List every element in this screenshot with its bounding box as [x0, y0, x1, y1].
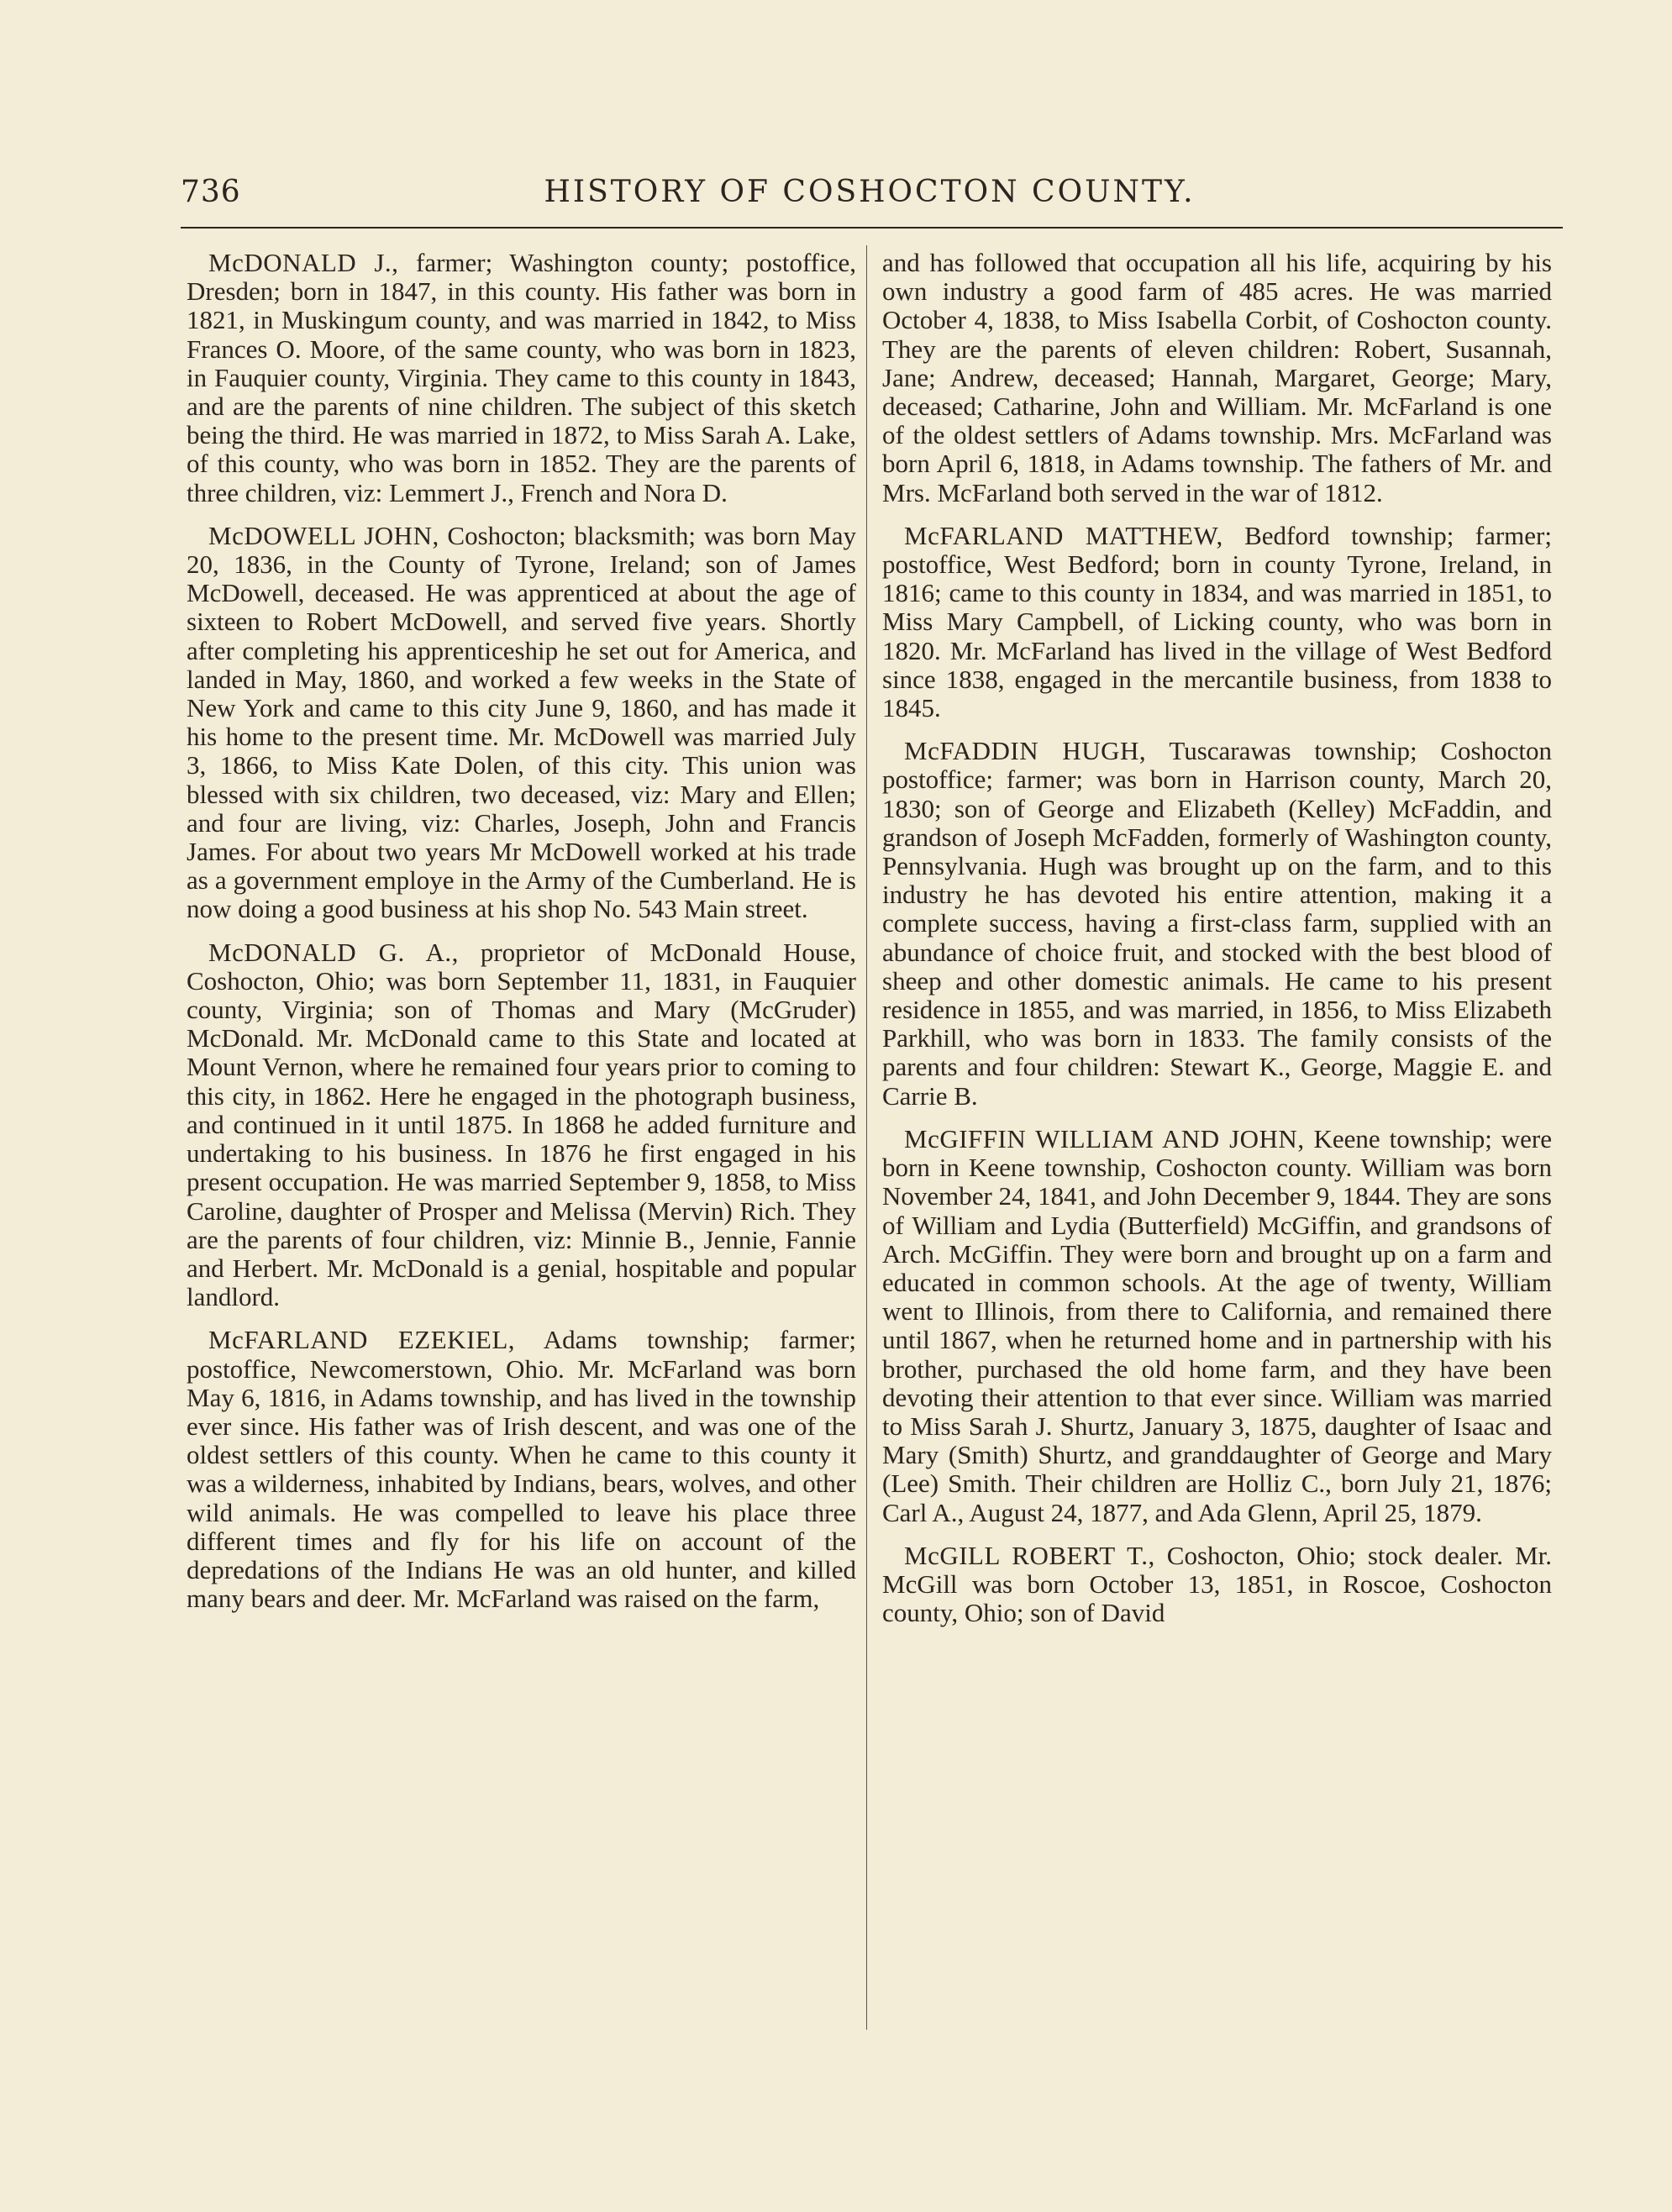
entry-text: Tuscarawas township; Coshocton postoffice; farmer; was born in Harrison county, March 20, 1830; son of George and Elizabeth (Kelley) McFaddin, and grandson of Joseph McFadden, formerly of Washington county, Pennsylvania. Hugh was brought up on the farm, and to this industry he has devoted his entire attention, making it a complete success, having a first-class farm, supplied with an abundance of choice fruit, and stocked with the best blood of sheep and other domestic animals. He came to his present residence in 1855, and was married, in 1856, to Miss Elizabeth Parkhill, who was born in 1833. The family consists of the parents and four children: Stewart K., George, Maggie E. and Carrie B.	[882, 736, 1552, 1111]
biography-entry	[882, 1125, 1552, 1527]
entry-name: McGILL ROBERT T.,	[904, 1540, 1155, 1570]
entry-name: McDONALD G. A.,	[208, 937, 459, 967]
entry-text: Keene township; were born in Keene township, Coshocton county. William was born November 24, 1841, and John December 9, 1844. They are sons of William and Lydia (Butterfield) McGiffin, and grandsons of Arch. McGiffin. They were born and brought up on a farm and educated in common schools. At the age of twenty, William went to Illinois, from there to California, and remained there until 1867, when he returned home and in partnership with his brother, purchased the old home farm, and they have been devoting their attention to that ever since. William was married to Miss Sarah J. Shurtz, January 3, 1875, daughter of Isaac and Mary (Smith) Shurtz, and granddaughter of George and Mary (Lee) Smith. Their children are Holliz C., born July 21, 1876; Carl A., August 24, 1877, and Ada Glenn, April 25, 1879.	[882, 1123, 1553, 1527]
entry-text: Coshocton; blacksmith; was born May 20, 1836, in the County of Tyrone, Ireland; son of James McDowell, deceased. He was apprenticed at about the age of sixteen to Robert McDowell, and served five years. Shortly after completing his apprenticeship he set out for America, and landed in May, 1860, and worked a few weeks in the State of New York and came to this city June 9, 1860, and has made it his home to the present time. Mr. McDowell was married July 3, 1866, to Miss Kate Dolen, of this city. This union was blessed with six children, two deceased, viz: Mary and Ellen; and four are living, viz: Charles, Joseph, John and Francis James. For about two years Mr McDowell worked at his trade as a government employe in the Army of the Cumberland. He is now doing a good business at his shop No. 543 Main street.	[187, 520, 856, 924]
entry-name: McDOWELL JOHN,	[208, 520, 439, 550]
entry-name: McGIFFIN WILLIAM AND JOHN,	[904, 1123, 1305, 1153]
entry-name: McFARLAND EZEKIEL,	[208, 1325, 516, 1355]
page-number: 736	[181, 175, 241, 209]
biography-entry	[187, 249, 856, 507]
biography-entry	[882, 737, 1552, 1111]
biography-entry	[187, 1326, 856, 1613]
biography-entry	[882, 1542, 1552, 1628]
biography-entry	[187, 522, 856, 924]
entry-text: Bedford township; farmer; postoffice, West Bedford; born in county Tyrone, Ireland, in 1816; came to this county in 1834, and was married in 1851, to Miss Mary Campbell, of Licking county, who was born in 1820. Mr. McFarland has lived in the village of West Bedford since 1838, engaged in the mercantile business, from 1838 to 1845.	[882, 520, 1552, 723]
header-rule	[181, 227, 1563, 229]
column-divider	[866, 245, 867, 2030]
entry-text: Coshocton, Ohio; stock dealer. Mr. McGill was born October 13, 1851, in Roscoe, Coshocton county, Ohio; son of David	[882, 1540, 1553, 1628]
running-title: HISTORY OF COSHOCTON COUNTY.	[544, 175, 1196, 209]
biography-entry	[187, 938, 856, 1312]
page-header	[181, 175, 1559, 225]
entry-name: McDONALD J.,	[208, 248, 399, 277]
entry-text: farmer; Washington county; postoffice, Dresden; born in 1847, in this county. His father was born in 1821, in Muskingum county, and was married in 1842, to Miss Frances O. Moore, of the same county, who was born in 1823, in Fauquier county, Virginia. They came to this county in 1843, and are the parents of nine children. The subject of this sketch being the third. He was married in 1872, to Miss Sarah A. Lake, of this county, who was born in 1852. They are the parents of three children, viz: Lemmert J., French and Nora D.	[187, 248, 856, 507]
entry-text: and has followed that occupation all his life, acquiring by his own industry a good farm of 485 acres. He was married October 4, 1838, to Miss Isabella Corbit, of Coshocton county. They are the parents of eleven children: Robert, Susannah, Jane; Andrew, deceased; Hannah, Margaret, George; Mary, deceased; Catharine, John and William. Mr. McFarland is one of the oldest settlers of Adams township. Mrs. McFarland was born April 6, 1818, in Adams township. The fathers of Mr. and Mrs. McFarland both served in the war of 1812.	[882, 248, 1552, 507]
entry-text: Adams township; farmer; postoffice, Newcomerstown, Ohio. Mr. McFarland was born May 6, 1816, in Adams township, and has lived in the township ever since. His father was of Irish descent, and was one of the oldest settlers of this county. When he came to this county it was a wilderness, inhabited by Indians, bears, wolves, and other wild animals. He was compelled to leave his place three different times and fly for his life on account of the depredations of the Indians He was an old hunter, and killed many bears and deer. Mr. McFarland was raised on the farm,	[187, 1325, 856, 1614]
entry-name: McFADDIN HUGH,	[904, 736, 1147, 766]
biography-entry-continued	[882, 249, 1552, 507]
right-column	[882, 249, 1552, 1642]
entry-text: proprietor of McDonald House, Coshocton, Ohio; was born September 11, 1831, in Fauquier county, Virginia; son of Thomas and Mary (McGruder) McDonald. Mr. McDonald came to this State and located at Mount Vernon, where he remained four years prior to coming to this city, in 1862. Here he engaged in the photograph business, and continued in it until 1875. In 1868 he added furniture and undertaking to his business. In 1876 he first engaged in his present occupation. He was married September 9, 1858, to Miss Caroline, daughter of Prosper and Melissa (Mervin) Rich. They are the parents of four children, viz: Minnie B., Jennie, Fannie and Herbert. Mr. McDonald is a genial, hospitable and popular landlord.	[187, 937, 857, 1312]
entry-name: McFARLAND MATTHEW,	[904, 520, 1223, 550]
left-column	[187, 249, 856, 1627]
biography-entry	[882, 522, 1552, 722]
